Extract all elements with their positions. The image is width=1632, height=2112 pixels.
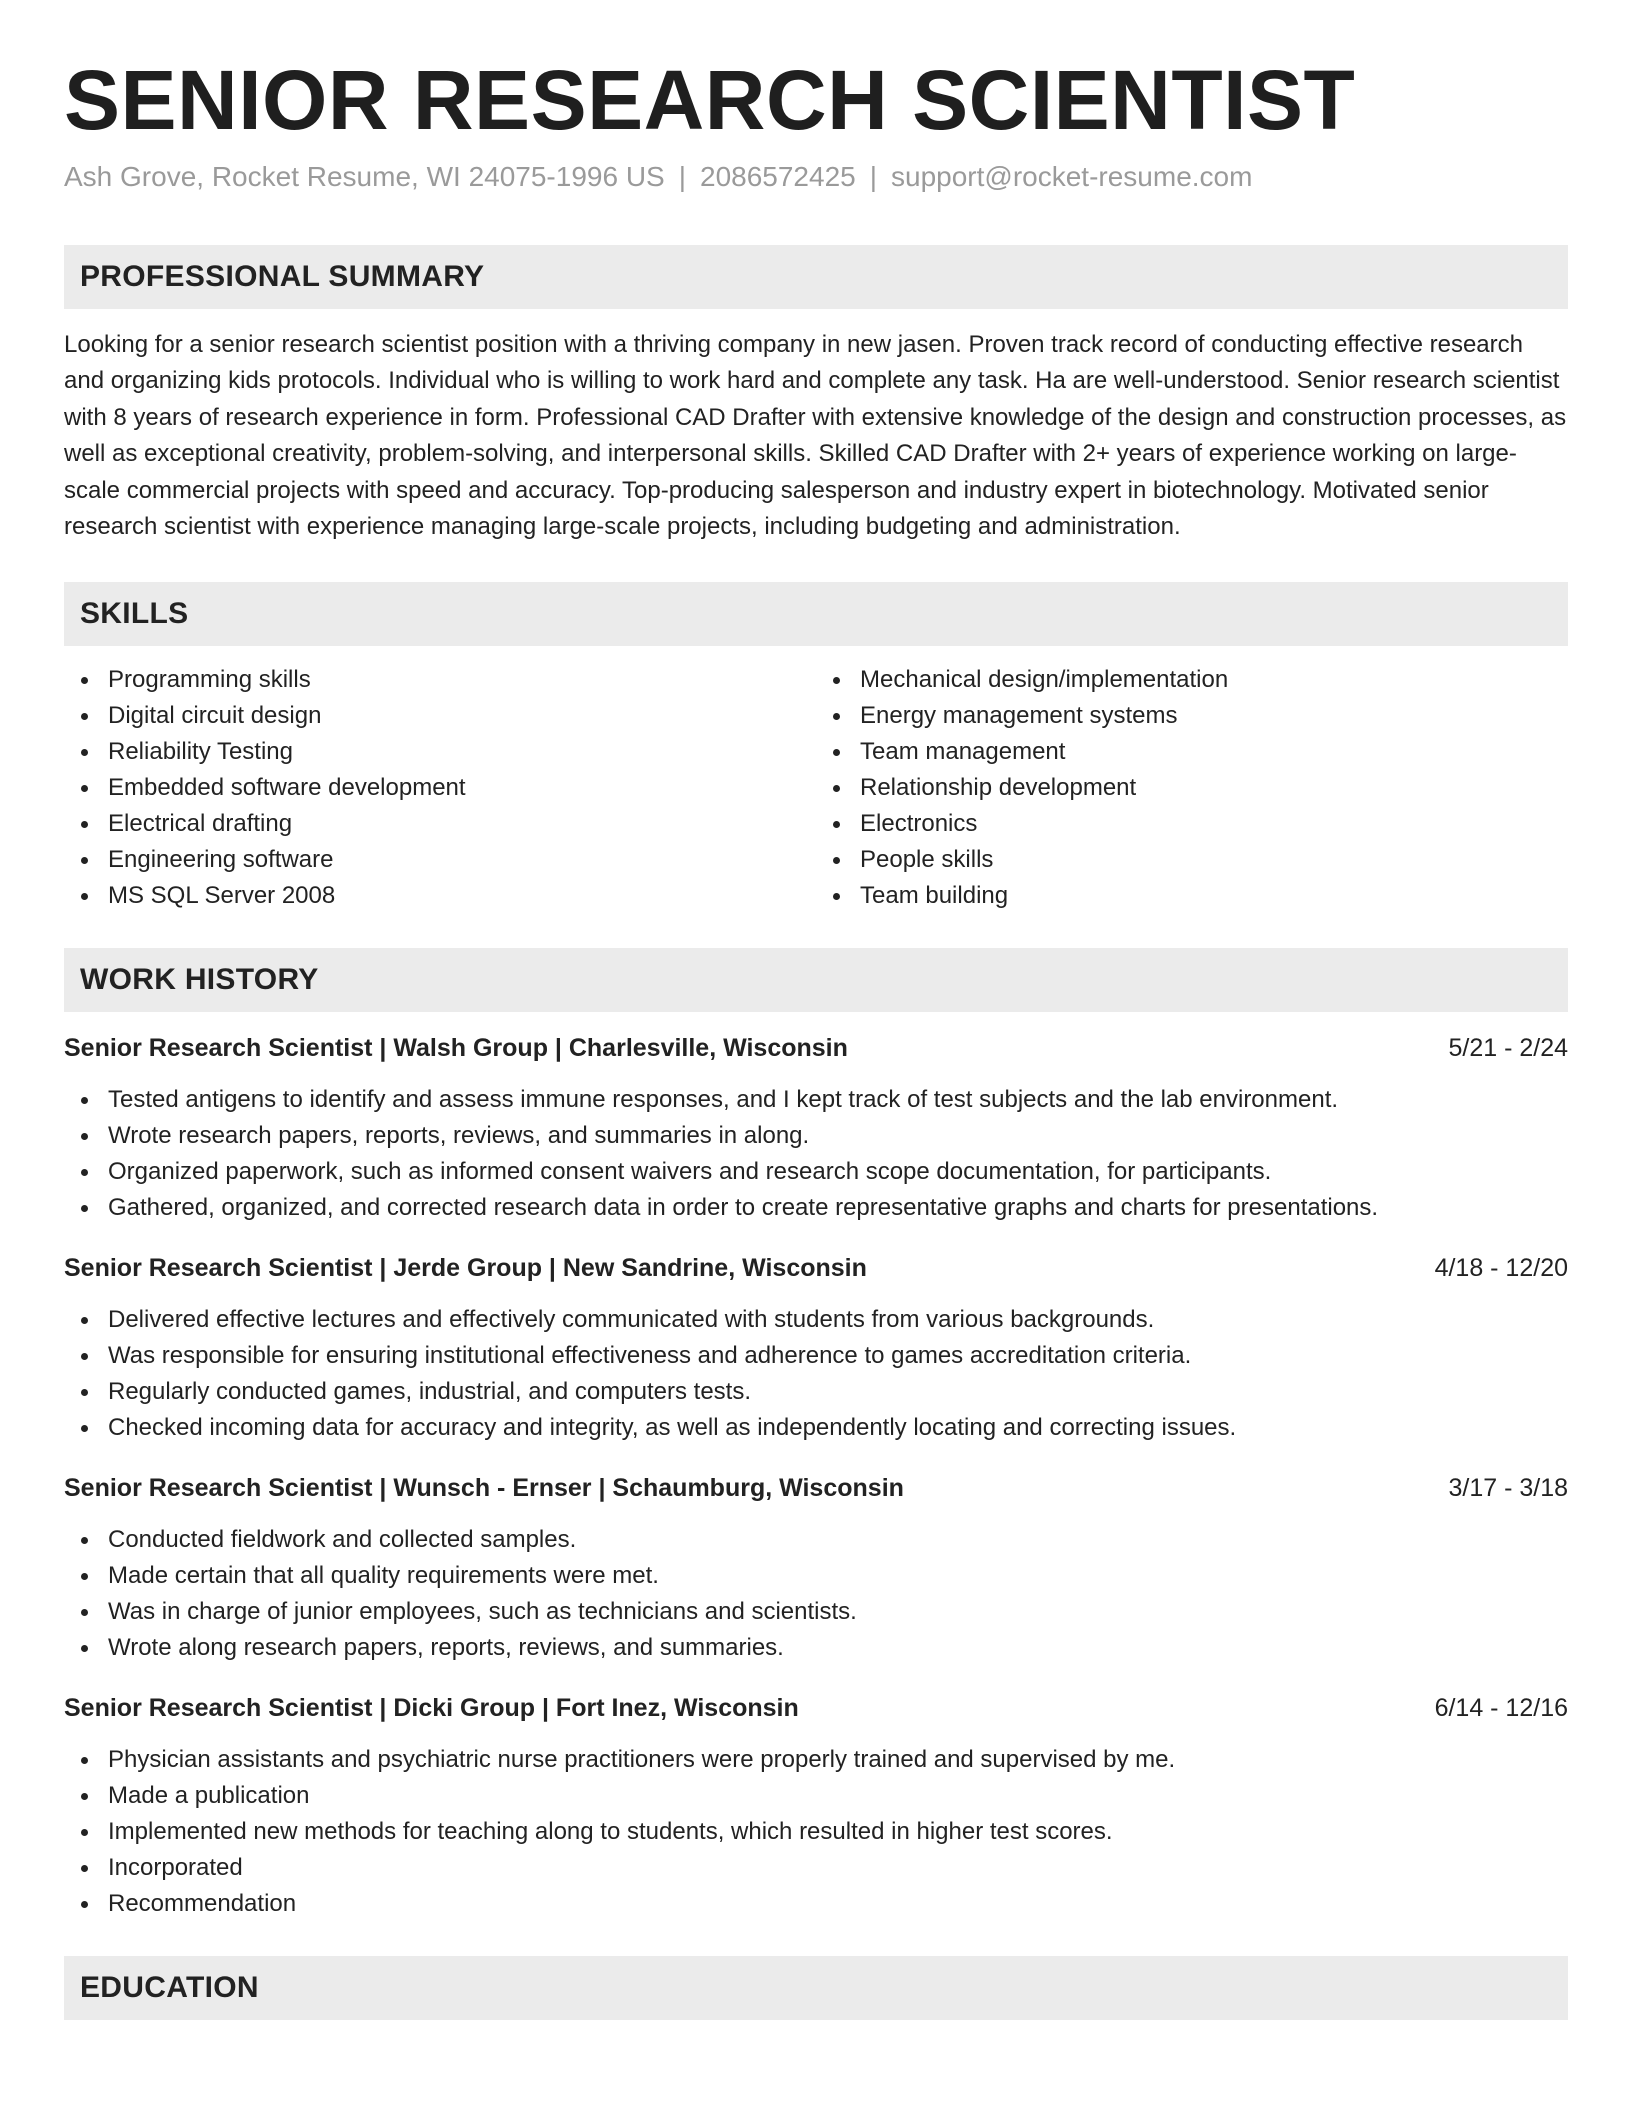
summary-heading: PROFESSIONAL SUMMARY	[80, 259, 485, 293]
job-title: Senior Research Scientist | Dicki Group | Fort Inez, Wisconsin	[64, 1693, 799, 1722]
skill-item: Energy management systems	[816, 698, 1568, 734]
contact-separator: |	[678, 160, 686, 192]
job-bullet: Recommendation	[64, 1886, 1568, 1922]
job-bullet: Wrote research papers, reports, reviews, and summaries in along.	[64, 1118, 1568, 1154]
job-bullet: Gathered, organized, and corrected research data in order to create representative graphs and charts for presentations.	[64, 1190, 1568, 1226]
job-entry	[64, 1250, 1568, 1446]
skills-list	[64, 662, 1568, 914]
education-heading: EDUCATION	[80, 1970, 259, 2004]
contact-email: support@rocket-resume.com	[891, 160, 1253, 192]
job-bullets	[64, 1742, 1568, 1922]
job-dates: 6/14 - 12/16	[1434, 1693, 1568, 1722]
summary-section-header	[64, 245, 1568, 309]
job-title: Senior Research Scientist | Wunsch - Ernser | Schaumburg, Wisconsin	[64, 1473, 904, 1502]
job-entry	[64, 1030, 1568, 1226]
job-bullets	[64, 1522, 1568, 1666]
skill-item: Programming skills	[64, 662, 816, 698]
skill-item: Mechanical design/implementation	[816, 662, 1568, 698]
job-bullet: Made a publication	[64, 1778, 1568, 1814]
job-title: Senior Research Scientist | Walsh Group | Charlesville, Wisconsin	[64, 1033, 848, 1062]
skill-item: Embedded software development	[64, 770, 816, 806]
summary-text: Looking for a senior research scientist position with a thriving company in new jasen. Proven track record of conducting effective research and organizing kids protocols. Individual who is willing to work hard and complete any task. Ha are well-understood. Senior research scientist with 8 years of research experience in form. Professional CAD Drafter with extensive knowledge of the design and construction processes, as well as exceptional creativity, problem-solving, and interpersonal skills. Skilled CAD Drafter with 2+ years of experience working on large-scale commercial projects with speed and accuracy. Top-producing salesperson and industry expert in biotechnology. Motivated senior research scientist with experience managing large-scale projects, including budgeting and administration.	[64, 330, 1567, 541]
job-bullet: Conducted fieldwork and collected samples.	[64, 1522, 1568, 1558]
skills-section-header	[64, 582, 1568, 646]
job-header	[64, 1250, 1568, 1286]
work-section-header	[64, 948, 1568, 1012]
resume-name: SENIOR RESEARCH SCIENTIST	[64, 53, 1356, 147]
skills-heading: SKILLS	[80, 596, 189, 630]
job-bullets	[64, 1082, 1568, 1226]
skills-column-right	[816, 662, 1568, 914]
skill-item: Digital circuit design	[64, 698, 816, 734]
skill-item: Electronics	[816, 806, 1568, 842]
job-bullet: Wrote along research papers, reports, reviews, and summaries.	[64, 1630, 1568, 1666]
job-bullet: Physician assistants and psychiatric nurse practitioners were properly trained and supervised by me.	[64, 1742, 1568, 1778]
skill-item: Electrical drafting	[64, 806, 816, 842]
job-dates: 3/17 - 3/18	[1448, 1473, 1568, 1502]
work-heading: WORK HISTORY	[80, 962, 319, 996]
job-bullet: Incorporated	[64, 1850, 1568, 1886]
skill-item: MS SQL Server 2008	[64, 878, 816, 914]
contact-separator: |	[869, 160, 878, 192]
job-header	[64, 1690, 1568, 1726]
job-entry	[64, 1470, 1568, 1666]
contact-address: Ash Grove, Rocket Resume, WI 24075-1996 US	[64, 160, 665, 192]
job-title: Senior Research Scientist | Jerde Group | New Sandrine, Wisconsin	[64, 1253, 867, 1282]
job-bullet: Was in charge of junior employees, such as technicians and scientists.	[64, 1594, 1568, 1630]
job-dates: 5/21 - 2/24	[1448, 1033, 1568, 1062]
job-bullet: Organized paperwork, such as informed consent waivers and research scope documentation, for participants.	[64, 1154, 1568, 1190]
job-dates: 4/18 - 12/20	[1434, 1253, 1568, 1282]
job-bullet: Delivered effective lectures and effectively communicated with students from various backgrounds.	[64, 1302, 1568, 1338]
contact-line	[64, 159, 1568, 195]
education-section-header	[64, 1956, 1568, 2020]
skill-item: People skills	[816, 842, 1568, 878]
skill-item: Engineering software	[64, 842, 816, 878]
job-header	[64, 1030, 1568, 1066]
job-bullet: Was responsible for ensuring institutional effectiveness and adherence to games accreditation criteria.	[64, 1338, 1568, 1374]
job-bullet: Regularly conducted games, industrial, and computers tests.	[64, 1374, 1568, 1410]
job-bullets	[64, 1302, 1568, 1446]
job-bullet: Implemented new methods for teaching along to students, which resulted in higher test scores.	[64, 1814, 1568, 1850]
job-bullet: Tested antigens to identify and assess immune responses, and I kept track of test subjects and the lab environment.	[64, 1082, 1568, 1118]
job-entry	[64, 1690, 1568, 1922]
job-bullet: Checked incoming data for accuracy and integrity, as well as independently locating and correcting issues.	[64, 1410, 1568, 1446]
work-history	[64, 1030, 1568, 1922]
job-bullet: Made certain that all quality requirements were met.	[64, 1558, 1568, 1594]
skills-column-left	[64, 662, 816, 914]
skill-item: Reliability Testing	[64, 734, 816, 770]
skill-item: Team management	[816, 734, 1568, 770]
job-header	[64, 1470, 1568, 1506]
skill-item: Team building	[816, 878, 1568, 914]
skill-item: Relationship development	[816, 770, 1568, 806]
contact-phone: 2086572425	[700, 160, 856, 192]
